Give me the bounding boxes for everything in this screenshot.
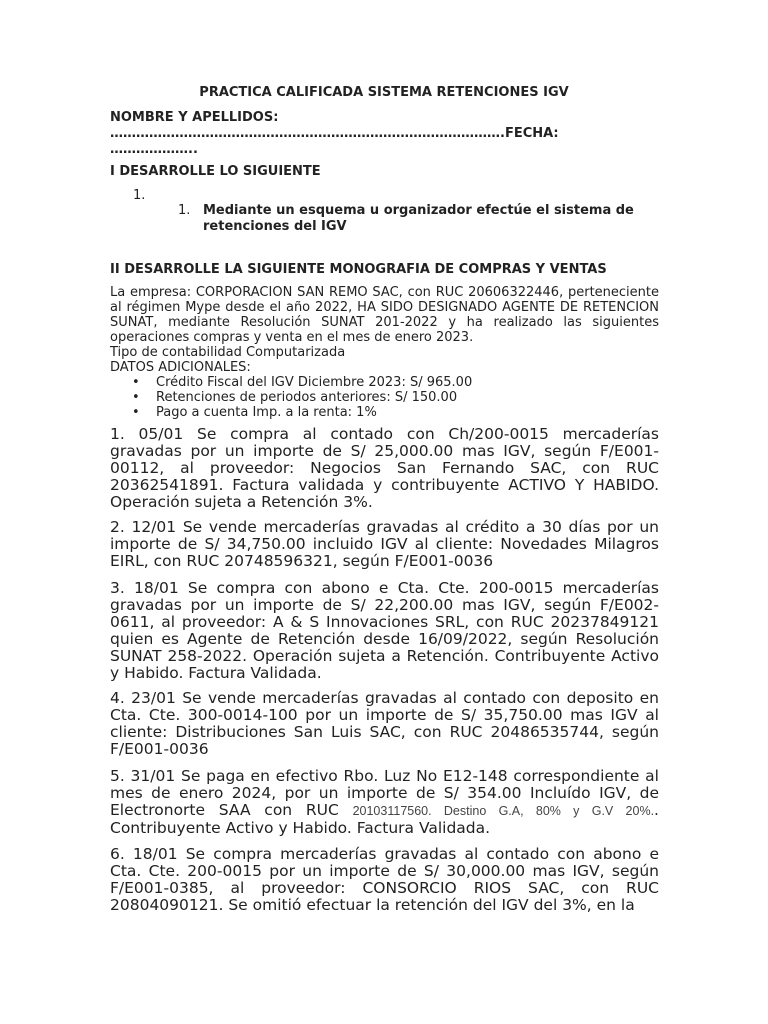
operation-5-ruc-detail: 20103117560. Destino G.A, 80% y G.V 20%. — [352, 804, 655, 818]
date-fill-line: ……………….. — [110, 142, 198, 157]
accounting-type: Tipo de contabilidad Computarizada — [110, 345, 346, 360]
page-title: PRACTICA CALIFICADA SISTEMA RETENCIONES IGV — [199, 85, 569, 100]
operation-6: 6. 18/01 Se compra mercaderías gravadas al contado con abono e Cta. Cte. 200-0015 por un importe de S/ 30,000.00 mas IGV, según F/E001-0385, al proveedor: CONSORCIO RIOS SAC, con RUC 20804090121. Se omitió efectuar la retención del IGV del 3%, en la — [110, 845, 659, 914]
operation-2: 2. 12/01 Se vende mercaderías gravadas al crédito a 30 días por un importe de S/ 34,750.00 incluido IGV al cliente: Novedades Milagros EIRL, con RUC 20748596321, según F/E001-0036 — [110, 518, 659, 570]
operation-3: 3. 18/01 Se compra con abono e Cta. Cte. 200-0015 mercaderías gravadas por un importe de S/ 22,200.00 mas IGV, según F/E002-0611, al proveedor: A & S Innovaciones SRL, con RUC 20237849121 quien es Agente de Retención desde 16/09/2022, según Resolución SUNAT 258-2022. Operación sujeta a Retención. Contribuyente Activo y Habido. Factura Validada. — [110, 579, 659, 682]
operation-5 — [110, 768, 659, 837]
name-fill-line: ……………………………………………………………………………….FECHA: — [110, 126, 559, 141]
inner-list-number: 1. — [178, 203, 191, 218]
operation-5-main: 5. 31/01 Se paga en efectivo Rbo. Luz No E12-148 correspondiente al mes de enero 2024, por un importe de S/ 354.00 Incluído IGV, de Electronorte SAA con RUC — [110, 767, 659, 819]
name-label: NOMBRE Y APELLIDOS: — [110, 110, 279, 125]
section-2-heading: II DESARROLLE LA SIGUIENTE MONOGRAFIA DE COMPRAS Y VENTAS — [110, 262, 607, 277]
task-text: Mediante un esquema u organizador efectúe el sistema de retenciones del IGV — [203, 203, 634, 234]
list-item: • Crédito Fiscal del IGV Diciembre 2023: S/ 965.00 — [110, 375, 659, 390]
company-description: La empresa: CORPORACION SAN REMO SAC, con RUC 20606322446, perteneciente al régimen Mype desde el año 2022, HA SIDO DESIGNADO AGENTE DE RETENCION SUNAT, mediante Resolución SUNAT 201-2022 y ha realizado las siguientes operaciones compras y venta en el mes de enero 2023. — [110, 285, 659, 345]
list-item: • Pago a cuenta Imp. a la renta: 1% — [110, 405, 659, 420]
company-paragraph — [110, 285, 659, 420]
name-date-block — [110, 110, 659, 158]
section-1-heading: I DESARROLLE LO SIGUIENTE — [110, 164, 321, 179]
list-item: • Retenciones de periodos anteriores: S/ 150.00 — [110, 390, 659, 405]
operation-1: 1. 05/01 Se compra al contado con Ch/200-0015 mercaderías gravadas por un importe de S/ 25,000.00 mas IGV, según F/E001-00112, al proveedor: Negocios San Fernando SAC, con RUC 20362541891. Factura validada y contribuyente ACTIVO Y HABIDO. Operación sujeta a Retención 3%. — [110, 425, 659, 511]
operation-5-tail: . Contribuyente Activo y Habido. Factura Validada. — [110, 801, 659, 837]
operation-4: 4. 23/01 Se vende mercaderías gravadas al contado con deposito en Cta. Cte. 300-0014-100 por un importe de S/ 35,750.00 mas IGV al cliente: Distribuciones San Luis SAC, con RUC 20486535744, según F/E001-0036 — [110, 689, 659, 758]
extra-data-list — [110, 375, 659, 420]
extra-data-label: DATOS ADICIONALES: — [110, 360, 251, 375]
outer-list-number: 1. — [133, 188, 146, 203]
